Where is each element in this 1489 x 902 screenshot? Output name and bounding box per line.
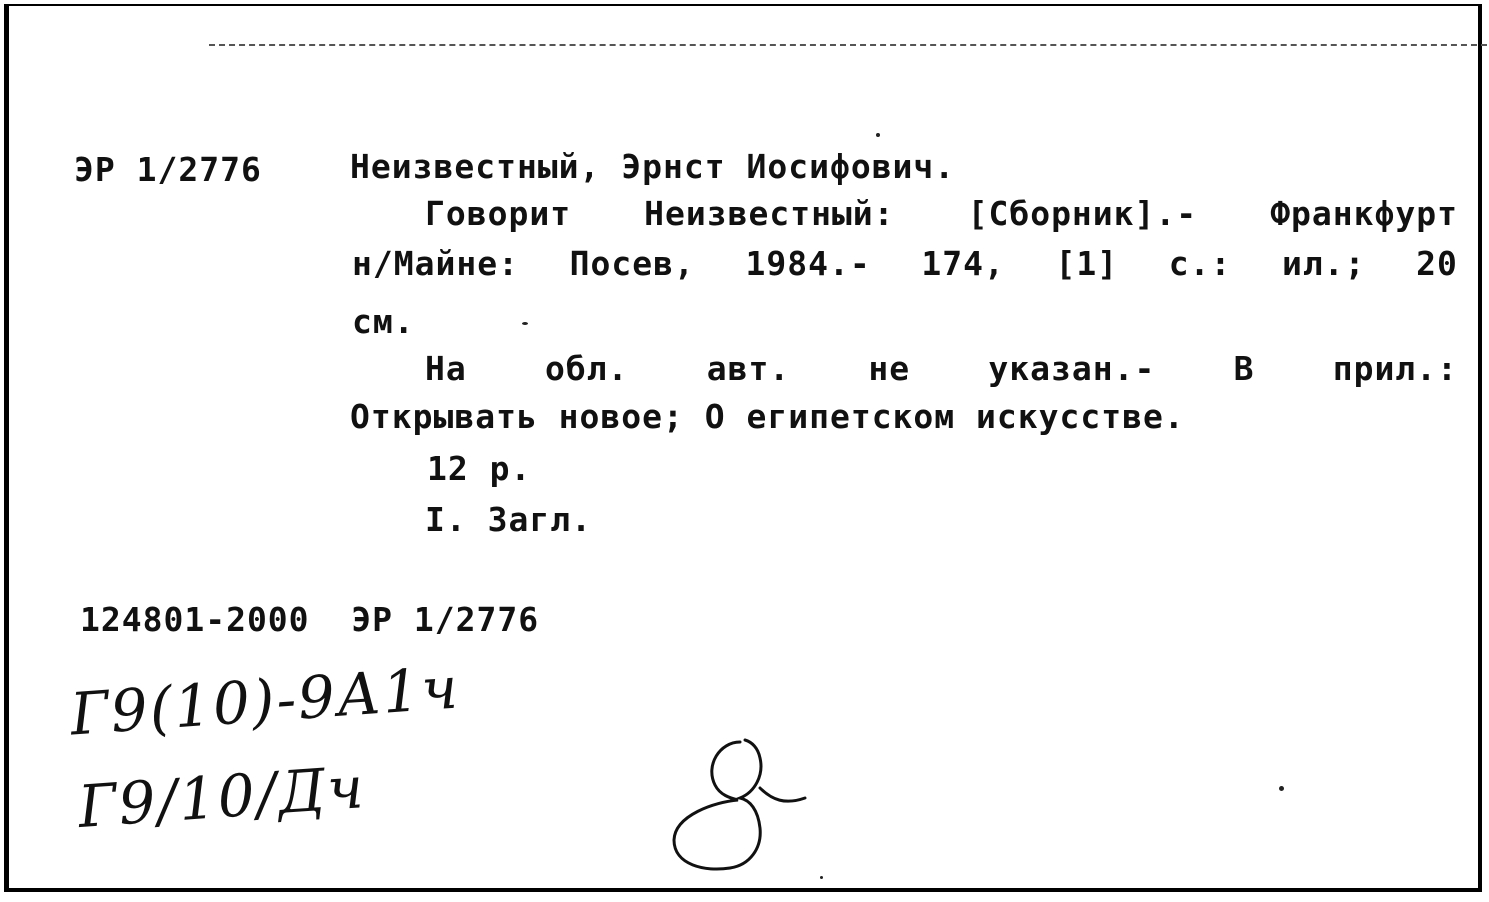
word: прил.: bbox=[1332, 349, 1458, 388]
title-line-1 bbox=[425, 194, 1458, 233]
word: 174, bbox=[921, 244, 1005, 283]
price: 12 р. bbox=[427, 449, 532, 488]
author-heading: Неизвестный, Эрнст Иосифович. bbox=[350, 147, 956, 186]
word: [1] bbox=[1055, 244, 1119, 283]
word: авт. bbox=[706, 349, 791, 388]
speck bbox=[876, 133, 880, 137]
word: 1984.- bbox=[745, 244, 871, 283]
word: В bbox=[1233, 349, 1255, 388]
word: Посев, bbox=[569, 244, 695, 283]
footer-numbers: 124801-2000 ЭР 1/2776 bbox=[80, 600, 540, 639]
note-line-1 bbox=[425, 349, 1458, 388]
word: н/Майне: bbox=[352, 244, 519, 283]
word: ил.; bbox=[1282, 244, 1366, 283]
word: с.: bbox=[1168, 244, 1232, 283]
word: обл. bbox=[544, 349, 629, 388]
word: Говорит bbox=[425, 194, 572, 233]
top-dashed-rule bbox=[209, 44, 1487, 46]
tracing: I. Загл. bbox=[425, 500, 592, 539]
call-number: ЭР 1/2776 bbox=[74, 150, 262, 189]
speck bbox=[1279, 786, 1284, 791]
word: Неизвестный: bbox=[644, 194, 895, 233]
word: На bbox=[425, 349, 467, 388]
handwritten-mark bbox=[660, 730, 820, 880]
glyph-tail bbox=[760, 788, 805, 801]
note-line-2: Открывать новое; О египетском искусстве. bbox=[350, 397, 1185, 436]
handwritten-classification-1: Г9(10)-9А1ч bbox=[68, 653, 462, 749]
word: не bbox=[868, 349, 911, 388]
title-line-2 bbox=[352, 244, 1458, 283]
glyph-stroke bbox=[674, 740, 761, 869]
word: [Сборник].- bbox=[967, 194, 1198, 233]
handwritten-classification-2: Г9/10/Дч bbox=[75, 753, 368, 841]
title-line-3: см. bbox=[352, 302, 415, 341]
word: указан.- bbox=[988, 349, 1156, 388]
speck bbox=[820, 876, 823, 879]
speck bbox=[522, 322, 528, 325]
word: 20 bbox=[1416, 244, 1458, 283]
word: Франкфурт bbox=[1270, 194, 1458, 233]
